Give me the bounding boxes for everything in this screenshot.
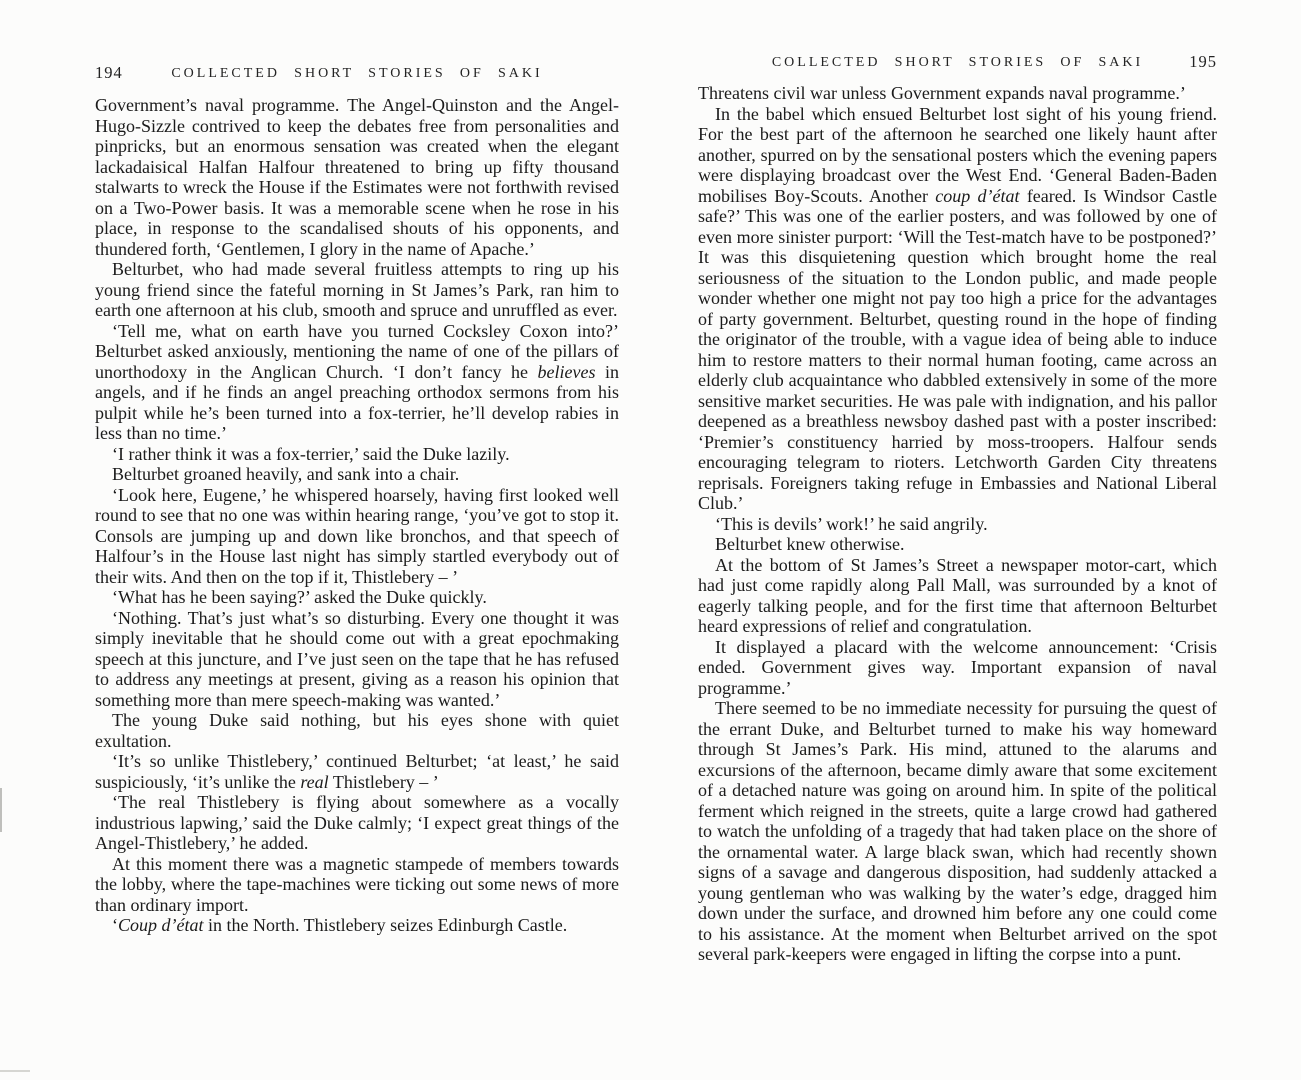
paragraph [95, 321, 619, 444]
paragraph [95, 587, 619, 608]
text-segment: Belturbet knew otherwise. [715, 534, 905, 554]
paragraph [698, 104, 1217, 514]
paragraph [95, 259, 619, 321]
italic-text-segment: Coup d’état [118, 915, 204, 935]
page-body-right [698, 83, 1217, 965]
text-segment: Threatens civil war unless Government expands naval programme.’ [698, 83, 1186, 103]
italic-text-segment: believes [537, 361, 596, 382]
paragraph [698, 534, 1217, 555]
text-segment: There seemed to be no immediate necessity for pursuing the quest of the errant Duke, and Belturbet turned to make his way homeward through St James’s Park. His mind, attuned to the alarums and excursions of the afternoon, became dimly aware that some excitement of a detached nature was going on around him. In spite of the political ferment which reigned in the streets, quite a large crowd had gathered to watch the unfolding of a tragedy that had taken place on the shore of the ornamental water. A large black swan, which had recently shown signs of a savage and dangerous disposition, had suddenly attacked a young gentleman who was walking by the water’s edge, dragged him down under the surface, and drowned him before any one could come to his assistance. At the moment when Belturbet arrived on the spot several park-keepers were engaged in lifting the corpse into a punt. [698, 698, 1217, 964]
paragraph [95, 854, 619, 916]
text-segment: At the bottom of St James’s Street a newspaper motor-cart, which had just come rapidly along Pall Mall, was surrounded by a knot of eagerly talking people, and for the first time that afternoon Belturbet heard expressions of relief and congratulation. [698, 554, 1217, 636]
paragraph [95, 464, 619, 485]
paragraph [698, 698, 1217, 965]
paragraph [95, 608, 619, 711]
paragraph [95, 710, 619, 751]
paragraph [95, 444, 619, 465]
running-head-left [95, 64, 619, 84]
text-segment: Belturbet groaned heavily, and sank into a chair. [112, 464, 460, 484]
paragraph [698, 637, 1217, 699]
text-segment: ‘Nothing. That’s just what’s so disturbing. Every one thought it was simply inevitable that he should come out with a great epochmaking speech at this juncture, and I’ve just seen on the tape that he has refused to address any meetings at present, giving as a reason his opinion that something more than mere speech-making was wanted.’ [95, 607, 619, 710]
page-body-left [95, 95, 619, 936]
scan-artifact-left-edge [0, 788, 2, 832]
italic-text-segment: coup d’état [935, 185, 1020, 206]
paragraph [95, 485, 619, 588]
page-number-right: 195 [1189, 52, 1217, 71]
paragraph [698, 555, 1217, 637]
paragraph [95, 95, 619, 259]
text-segment: ‘Look here, Eugene,’ he whispered hoarsely, having first looked well round to see that no one was within hearing range, ‘you’ve got to stop it. Consols are jumping up and down like bronchos, and that speech of Halfour’s in the House last night has simply startled everybody out of their wits. And then on the top if it, Thistlebery – ’ [95, 484, 619, 587]
text-segment: feared. Is Windsor Castle safe?’ This was one of the earlier posters, and was followed by one of even more sinister purport: ‘Will the Test-match have to be postponed?’ It was this disquietening question which brought home the real seriousness of the situation to the London public, and made people wonder whether one might not pay too high a price for the advantages of party government. Belturbet, questing round in the hope of finding the originator of the trouble, with a vague idea of being able to induce him to restore matters to their normal human footing, came across an elderly club acquaintance who dabbled extensively in some of the more sensitive market securities. He was pale with indignation, and his pallor deepened as a breathless newsboy dashed past with a poster inscribed: ‘Premier’s constituency harried by moss-troopers. Halfour sends encouraging telegram to rioters. Letchworth Garden City threatens reprisals. Foreigners taking refuge in Embassies and National Liberal Club.’ [698, 185, 1217, 513]
paragraph [95, 915, 619, 936]
running-title-left: COLLECTED SHORT STORIES OF SAKI [171, 66, 543, 81]
text-segment: ‘I rather think it was a fox-terrier,’ said the Duke lazily. [112, 443, 510, 464]
text-segment: Belturbet, who had made several fruitless attempts to ring up his young friend since the fateful morning in St James’s Park, ran him to earth one afternoon at his club, smooth and spruce and unruffled as ever. [95, 259, 619, 320]
scan-artifact-bottom-corner [0, 1070, 30, 1072]
text-segment: ‘What has he been saying?’ asked the Duke quickly. [112, 587, 487, 607]
paragraph [698, 83, 1217, 104]
text-segment: Government’s naval programme. The Angel-Quinston and the Angel-Hugo-Sizzle contrived to keep the debates free from personalities and pinpricks, but an enormous sensation was created when the elegant lackadaisical Halfan Halfour threatened to bring up fifty thousand stalwarts to wreck the House if the Estimates were not forthwith revised on a Two-Power basis. It was a memorable scene when he rose in his place, in response to the scandalised shouts of his opponents, and thundered forth, ‘Gentlemen, I glory in the name of Apache.’ [95, 95, 619, 259]
text-segment: In the babel which ensued Belturbet lost sight of his young friend. For the best part of the afternoon he searched one likely haunt after another, spurred on by the sensational posters which the evening papers were displaying broadcast over the West End. ‘General Baden-Baden mobilises Boy-Scouts. Another [698, 103, 1217, 206]
text-segment: Thistlebery – ’ [328, 771, 439, 792]
paragraph [95, 792, 619, 854]
text-segment: The young Duke said nothing, but his eyes shone with quiet exultation. [95, 710, 619, 751]
text-segment: in the North. Thistlebery seizes Edinburgh Castle. [203, 915, 568, 935]
running-head-right [698, 53, 1217, 73]
text-segment: ‘ [112, 915, 118, 935]
page-right [698, 53, 1217, 965]
text-segment: It displayed a placard with the welcome announcement: ‘Crisis ended. Government gives way. Important expansion of naval programme.’ [698, 636, 1217, 698]
text-segment: At this moment there was a magnetic stampede of members towards the lobby, where the tape-machines were ticking out some news of more than ordinary import. [95, 853, 619, 915]
text-segment: in angels, and if he finds an angel preaching orthodox sermons from his pulpit while he’s been turned into a fox-terrier, he’ll develop rabies in less than no time.’ [95, 361, 619, 443]
text-segment: ‘Tell me, what on earth have you turned Cocksley Coxon into?’ Belturbet asked anxiously, mentioning the name of one of the pillars of unorthodoxy in the Anglican Church. ‘I don’t fancy he [95, 320, 619, 382]
page-left [95, 64, 619, 936]
text-segment: ‘The real Thistlebery is flying about somewhere as a vocally industrious lapwing,’ said the Duke calmly; ‘I expect great things of the Angel-Thistlebery,’ he added. [95, 792, 619, 853]
page-number-left: 194 [95, 63, 123, 82]
paragraph [95, 751, 619, 792]
running-title-right: COLLECTED SHORT STORIES OF SAKI [771, 55, 1144, 70]
italic-text-segment: real [300, 771, 329, 792]
paragraph [698, 514, 1217, 535]
text-segment: ‘It’s so unlike Thistlebery,’ continued Belturbet; ‘at least,’ he said suspiciously, ‘it’s unlike the [95, 751, 619, 792]
text-segment: ‘This is devils’ work!’ he said angrily. [715, 513, 988, 534]
